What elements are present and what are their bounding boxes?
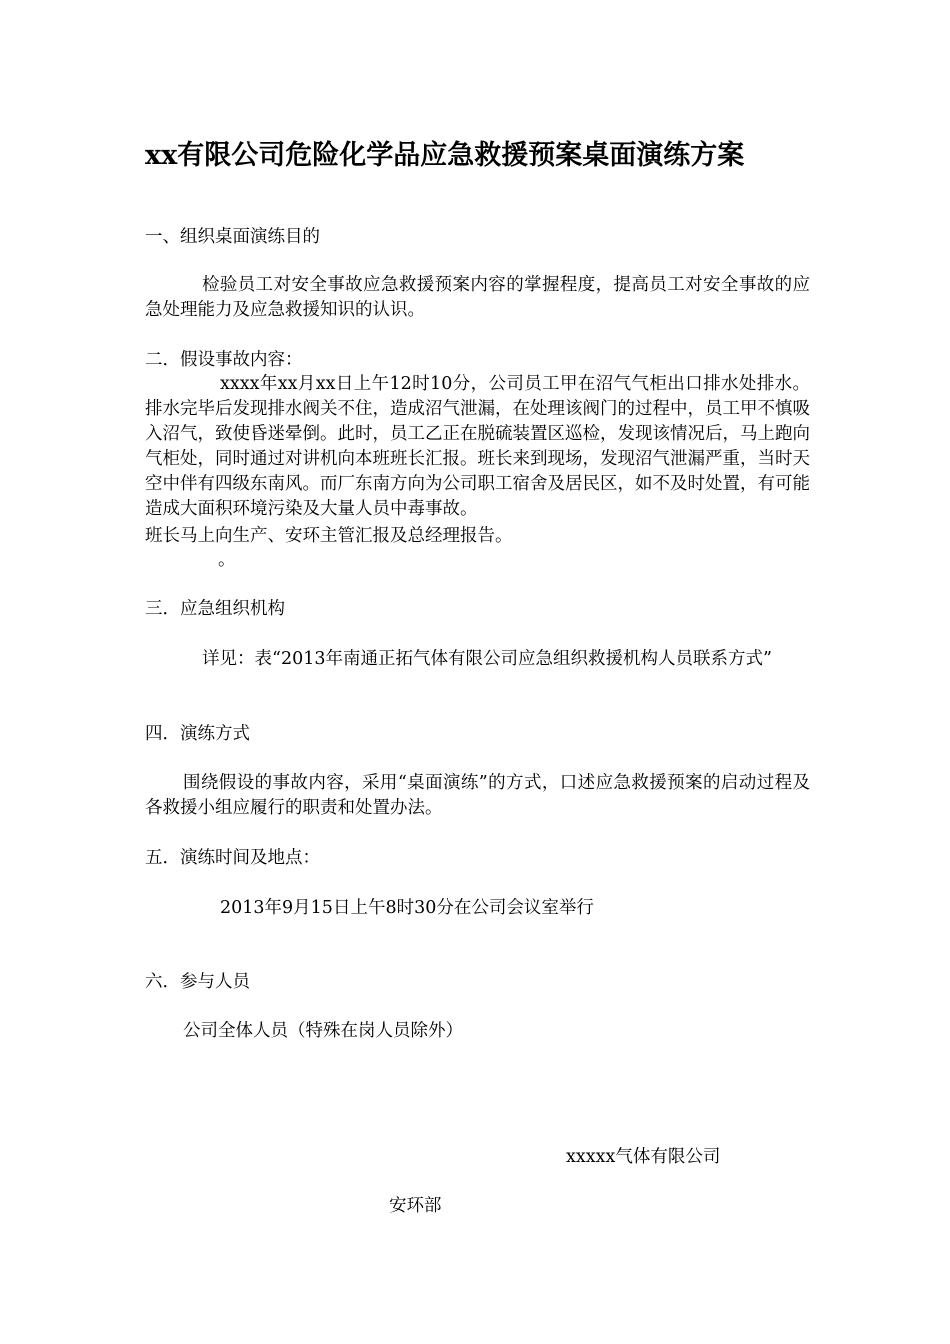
section-4-paragraph: 围绕假设的事故内容，采用“桌面演练”的方式，口述应急救援预案的启动过程及各救援小组应履行的职责和处置办法。: [145, 773, 810, 818]
section-heading-6: 六．参与人员: [145, 972, 250, 992]
section-heading-4: 四．演练方式: [145, 724, 250, 744]
section-3-paragraph: 详见：表“2013年南通正拓气体有限公司应急组织救援机构人员联系方式”: [202, 649, 772, 669]
section-heading-1: 一、组织桌面演练目的: [145, 227, 320, 247]
signature-company: xxxxx气体有限公司: [566, 1147, 721, 1167]
section-2-report-line: 班长马上向生产、安环主管汇报及总经理报告。: [145, 526, 513, 546]
section-heading-5: 五．演练时间及地点：: [145, 848, 320, 868]
signature-department: 安环部: [389, 1196, 442, 1216]
section-2-paragraph: xxxx年xx月xx日上午12时10分，公司员工甲在沼气气柜出口排水处排水。排水完毕后发现排水阀关不住，造成沼气泄漏，在处理该阀门的过程中，员工甲不慎吸入沼气，致使昏迷晕倒。此时，员工乙正在脱硫装置区巡检，发现该情况后，马上跑向气柜处，同时通过对讲机向本班班长汇报。班长来到现场，发现沼气泄漏严重，当时天空中伴有四级东南风。而厂东南方向为公司职工宿舍及居民区，如不及时处置，有可能造成大面积环境污染及大量人员中毒事故。: [145, 374, 810, 519]
section-heading-2: 二．假设事故内容：: [145, 350, 303, 370]
document-title: xx有限公司危险化学品应急救援预案桌面演练方案: [145, 140, 745, 171]
section-heading-3: 三．应急组织机构: [145, 599, 285, 619]
section-5-time-place: 2013年9月15日上午8时30分在公司会议室举行: [220, 898, 594, 918]
section-1-paragraph: 检验员工对安全事故应急救援预案内容的掌握程度，提高员工对安全事故的应急处理能力及应急救援知识的认识。: [145, 275, 810, 320]
section-6-participants: 公司全体人员（特殊在岗人员除外）: [183, 1021, 463, 1041]
section-2-trailing-mark: 。: [218, 550, 236, 570]
